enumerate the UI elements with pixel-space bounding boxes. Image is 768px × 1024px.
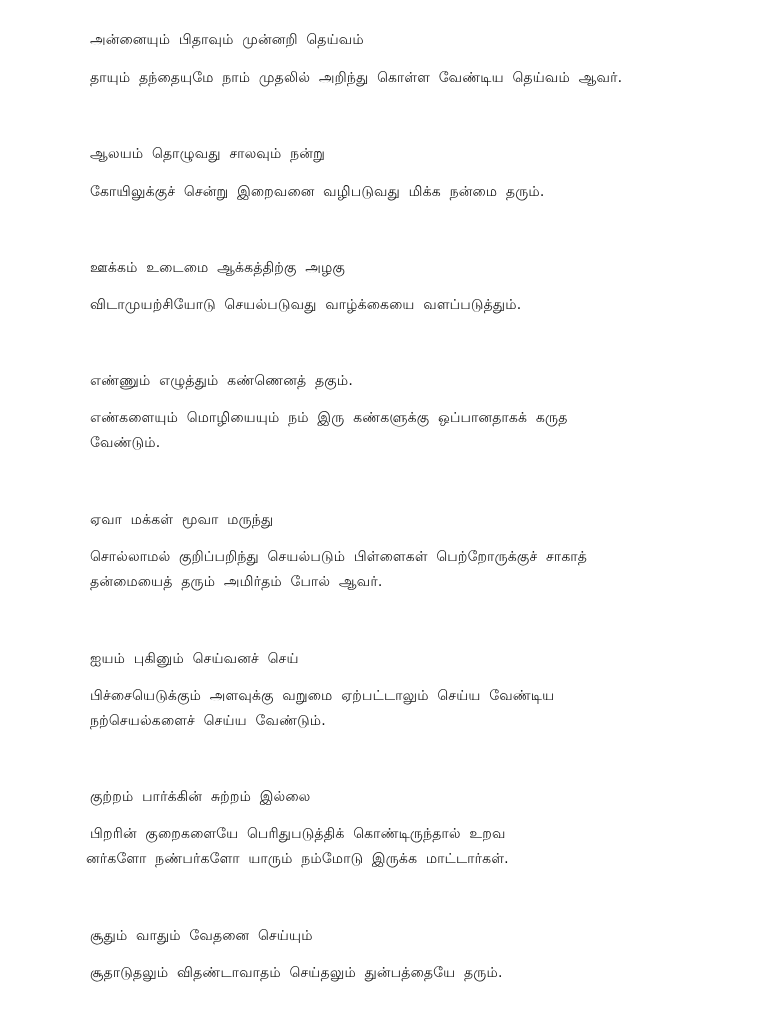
proverb-title: குற்றம் பார்க்கின் சுற்றம் இல்லை <box>90 789 311 805</box>
proverb-meaning-line: னர்களோ நண்பர்களோ யாரும் நம்மோடு இருக்க மாட்டார்கள். <box>86 851 509 867</box>
proverb-title: ஊக்கம் உடைமை ஆக்கத்திற்கு அழகு <box>90 260 346 276</box>
proverb-meaning-line: வேண்டும். <box>90 435 161 451</box>
proverb-meaning-line: சொல்லாமல் குறிப்பறிந்து செயல்படும் பிள்ளைகள் பெற்றோருக்குச் சாகாத் <box>90 549 588 565</box>
proverb-title: ஆலயம் தொழுவது சாலவும் நன்று <box>90 146 325 162</box>
proverb-title: ஏவா மக்கள் மூவா மருந்து <box>90 512 274 528</box>
proverb-title: சூதும் வாதும் வேதனை செய்யும் <box>90 928 313 944</box>
proverb-meaning-line: எண்களையும் மொழியையும் நம் இரு கண்களுக்கு ஒப்பானதாகக் கருத <box>90 410 568 426</box>
proverb-meaning-line: தன்மையைத் தரும் அமிர்தம் போல் ஆவர். <box>90 574 383 590</box>
proverb-title: எண்ணும் எழுத்தும் கண்ணெனத் தகும். <box>90 373 353 389</box>
proverb-meaning-line: சூதாடுதலும் விதண்டாவாதம் செய்தலும் துன்பத்தையே தரும். <box>90 965 503 981</box>
proverb-meaning-line: பிறரின் குறைகளையே பெரிதுபடுத்திக் கொண்டிருந்தால் உறவ <box>90 826 506 842</box>
proverb-meaning-line: தாயும் தந்தையுமே நாம் முதலில் அறிந்து கொள்ள வேண்டிய தெய்வம் ஆவர். <box>90 70 623 86</box>
proverb-meaning-line: நற்செயல்களைச் செய்ய வேண்டும். <box>90 713 326 729</box>
proverb-meaning-line: கோயிலுக்குச் சென்று இறைவனை வழிபடுவது மிக்க நன்மை தரும். <box>90 184 545 200</box>
proverb-title: அன்னையும் பிதாவும் முன்னறி தெய்வம் <box>90 32 364 48</box>
proverb-title: ஐயம் புகினும் செய்வனச் செய் <box>90 651 299 667</box>
proverb-meaning-line: பிச்சையெடுக்கும் அளவுக்கு வறுமை ஏற்பட்டாலும் செய்ய வேண்டிய <box>90 688 555 704</box>
proverb-meaning-line: விடாமுயற்சியோடு செயல்படுவது வாழ்க்கையை வளப்படுத்தும். <box>90 297 522 313</box>
